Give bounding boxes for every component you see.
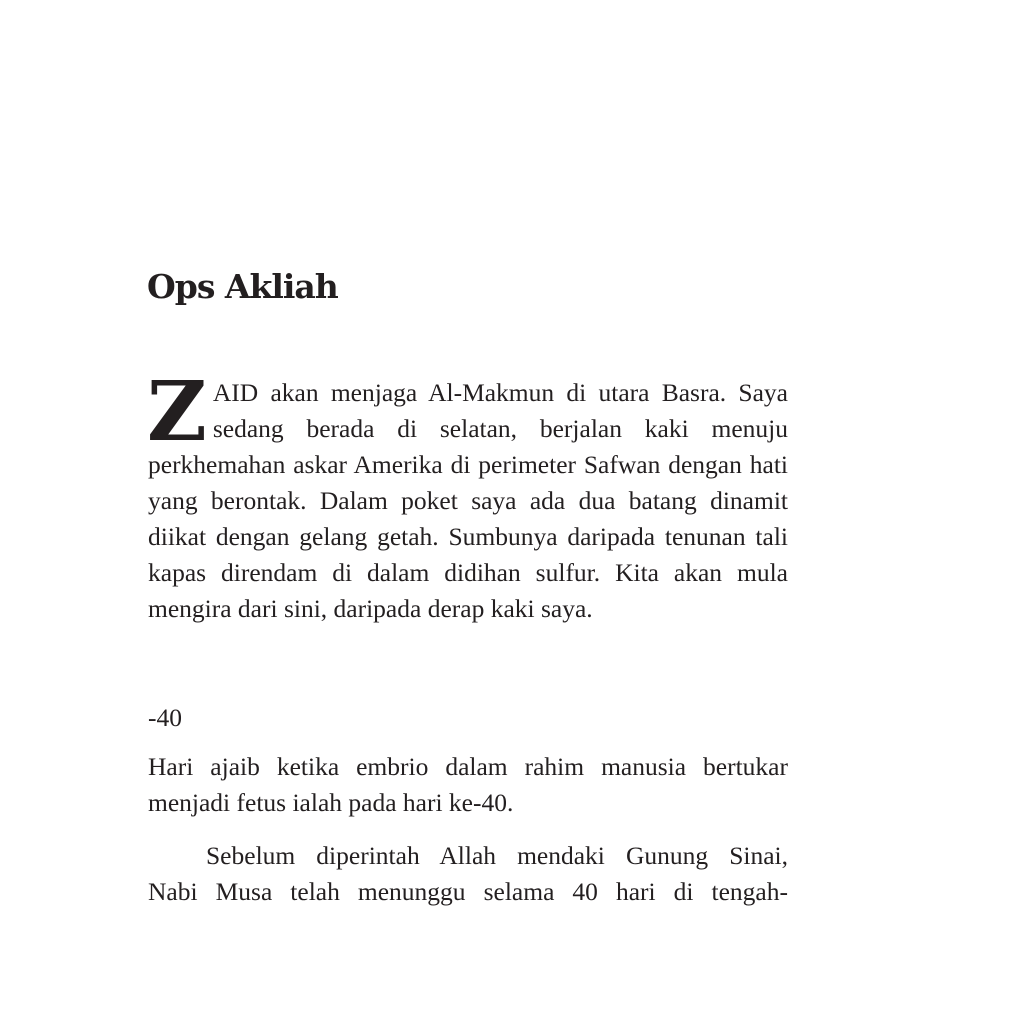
opening-paragraph-text: AID akan menjaga Al-Makmun di utara Basra. Saya sedang berada di selatan, berjalan kaki menuju perkhemahan askar Amerika di perimeter Safwan dengan hati yang berontak. Dalam poket saya ada dua batang dinamit diikat dengan gelang getah. Sumbunya daripada tenunan tali kapas direndam di dalam didihan sulfur. Kita akan mula mengira dari sini, daripada derap kaki saya.	[148, 378, 788, 623]
section-paragraph-1: Hari ajaib ketika embrio dalam rahim manusia bertukar menjadi fetus ialah pada hari ke-40.	[148, 752, 788, 817]
section-paragraph-2-line-1: Sebelum diperintah Allah mendaki Gunung Sinai,	[206, 841, 788, 870]
opening-paragraph	[147, 364, 788, 627]
section-paragraph-2-line-2: Nabi Musa telah menunggu selama 40 hari di tengah-	[148, 877, 788, 906]
drop-cap: Z	[147, 364, 207, 460]
section-heading: -40	[148, 703, 182, 732]
chapter-title: Ops Akliah	[147, 267, 338, 306]
